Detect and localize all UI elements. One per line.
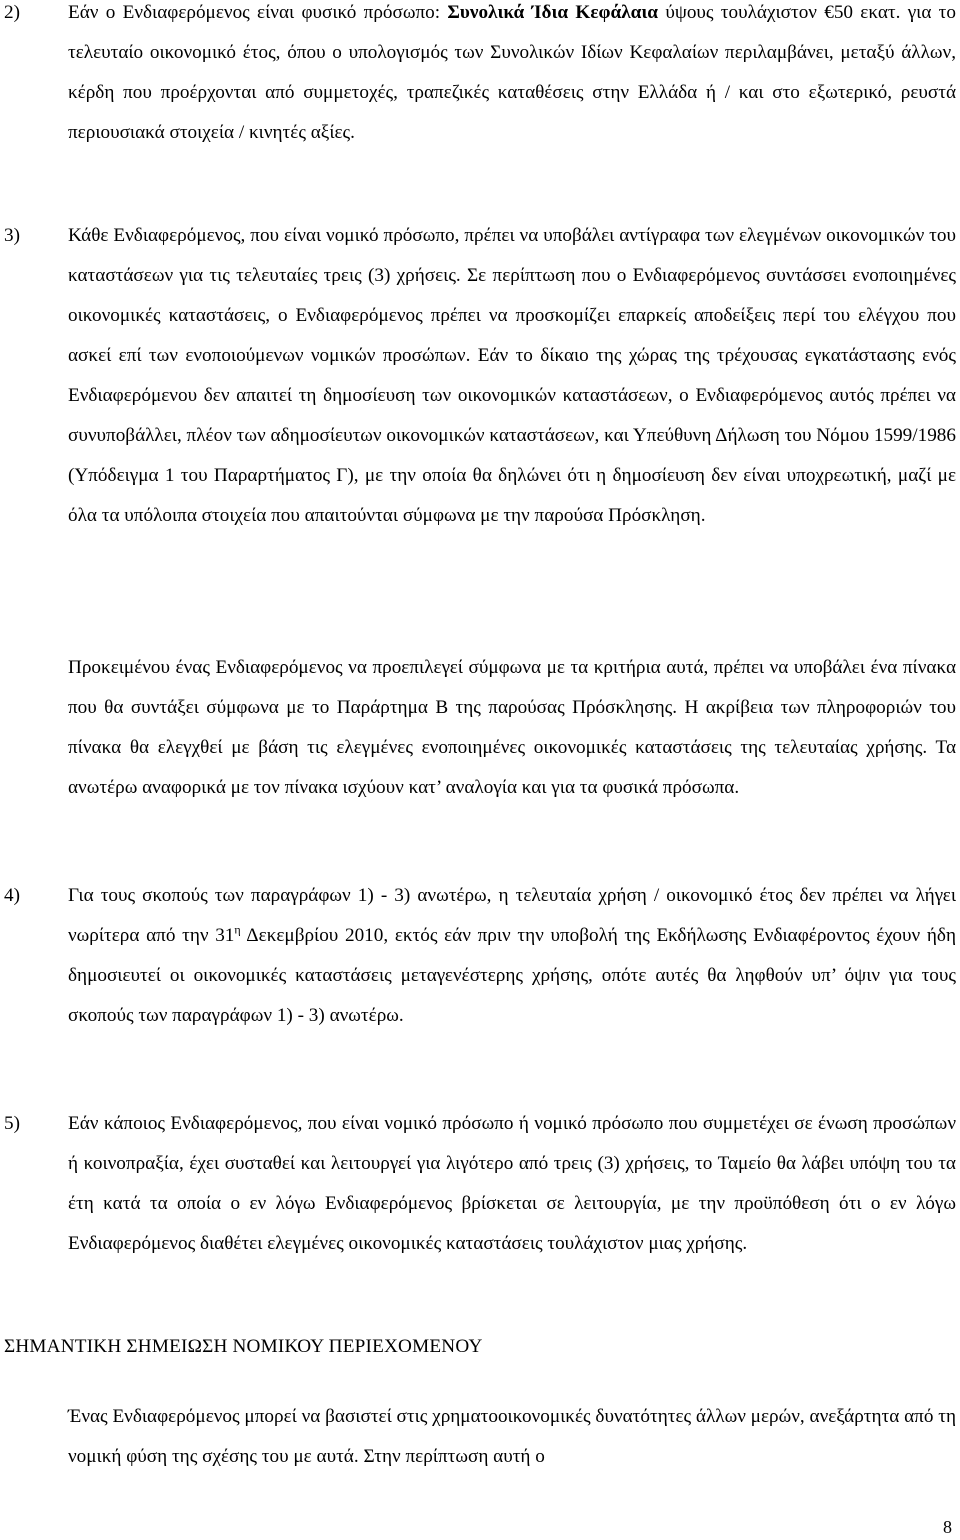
paragraph-container — [4, 648, 956, 808]
list-number: 3) — [4, 225, 20, 246]
paragraph: Κάθε Ενδιαφερόμενος, που είναι νομικό πρόσωπο, πρέπει να υποβάλει αντίγραφα των ελεγμένων οικονομικών του καταστάσεων για τις τελευταίες τρεις (3) χρήσεις. Σε περίπτωση που ο Ενδιαφερόμενος συντάσσει ενοποιημένες οικονομικές καταστάσεις, ο Ενδιαφερόμενος πρέπει να προσκομίζει επαρκείς αποδείξεις περί του ελέγχου που ασκεί επί των ενοποιούμενων νομικών προσώπων. Εάν το δίκαιο της χώρας της τρέχουσας εγκατάστασης ενός Ενδιαφερόμενου δεν απαιτεί τη δημοσίευση των οικονομικών καταστάσεων, ο Ενδιαφερόμενος αυτός πρέπει να συνυποβάλλει, πλέον των αδημοσίευτων οικονομικών καταστάσεων, και Υπεύθυνη Δήλωση του Νόμου 1599/1986 (Υπόδειγμα 1 του Παραρτήματος Γ), με την οποία θα δηλώνει ότι η δημοσίευση δεν είναι υποχρεωτική, μαζί με όλα τα υπόλοιπα στοιχεία που απαιτούνται σύμφωνα με την παρούσα Πρόσκληση. — [68, 225, 956, 526]
bold-term: Συνολικά Ίδια Κεφάλαια — [447, 2, 659, 23]
text-lead: Εάν ο Ενδιαφερόμενος είναι φυσικό πρόσωπο: — [68, 2, 448, 23]
paragraph-container — [4, 1397, 956, 1477]
paragraph — [4, 0, 956, 153]
superscript: η — [234, 922, 241, 937]
list-number: 5) — [4, 1113, 20, 1134]
paragraph — [4, 876, 956, 1036]
list-number: 2) — [4, 2, 20, 23]
list-item-2 — [4, 0, 956, 153]
list-item-3 — [4, 216, 956, 536]
text-before-sup: Για τους σκοπούς των παραγράφων 1) - 3) ανωτέρω, η τελευταία χρήση / οικονομικό έτος δεν πρέπει να λήγει νωρίτερα από την 31 — [68, 885, 956, 946]
list-item-5 — [4, 1104, 956, 1264]
paragraph: Ένας Ενδιαφερόμενος μπορεί να βασιστεί στις χρηματοοικονομικές δυνατότητες άλλων μερών, ανεξάρτητα από τη νομική φύση της σχέσης του με αυτά. Στην περίπτωση αυτή ο — [68, 1406, 956, 1467]
paragraph: Προκειμένου ένας Ενδιαφερόμενος να προεπιλεγεί σύμφωνα με τα κριτήρια αυτά, πρέπει να υποβάλει ένα πίνακα που θα συντάξει σύμφωνα με το Παράρτημα Β της παρούσας Πρόσκλησης. Η ακρίβεια των πληροφοριών του πίνακα θα ελεγχθεί με βάση τις ελεγμένες ενοποιημένες οικονομικές καταστάσεις της τελευταίας χρήσης. Τα ανωτέρω αναφορικά με τον πίνακα ισχύουν κατ’ αναλογία και για τα φυσικά πρόσωπα. — [68, 657, 956, 798]
text-after-sup: Δεκεμβρίου 2010, εκτός εάν πριν την υποβολή της Εκδήλωσης Ενδιαφέροντος έχουν ήδη δημοσιευτεί οι οικονομικές καταστάσεις μεταγενέστερης χρήσης, οπότε αυτές θα ληφθούν υπ’ όψιν για τους σκοπούς των παραγράφων 1) - 3) ανωτέρω. — [68, 925, 956, 1026]
paragraph: Εάν κάποιος Ενδιαφερόμενος, που είναι νομικό πρόσωπο ή νομικό πρόσωπο που συμμετέχει σε ένωση προσώπων ή κοινοπραξία, έχει συσταθεί και λειτουργεί για λιγότερο από τρεις (3) χρήσεις, το Ταμείο θα λάβει υπόψη του τα έτη κατά τα οποία ο εν λόγω Ενδιαφερόμενος βρίσκεται σε λειτουργία, με την προϋπόθεση ότι ο εν λόγω Ενδιαφερόμενος διαθέτει ελεγμένες οικονομικές καταστάσεις τουλάχιστον μιας χρήσης. — [68, 1113, 956, 1254]
text-rest: ύψους τουλάχιστον €50 εκατ. για το τελευταίο οικονομικό έτος, όπου ο υπολογισμός των Συνολικών Ιδίων Κεφαλαίων περιλαμβάνει, μεταξύ άλλων, κέρδη που προέρχονται από συμμετοχές, τραπεζικές καταθέσεις στην Ελλάδα ή / και στο εξωτερικό, ρευστά περιουσιακά στοιχεία / κινητές αξίες. — [68, 2, 956, 143]
section-heading: ΣΗΜΑΝΤΙΚΗ ΣΗΜΕΙΩΣΗ ΝΟΜΙΚΟΥ ΠΕΡΙΕΧΟΜΕΝΟΥ — [4, 1336, 483, 1357]
page-number: 8 — [943, 1517, 952, 1537]
list-number: 4) — [4, 885, 20, 906]
list-item-4 — [4, 876, 956, 1036]
